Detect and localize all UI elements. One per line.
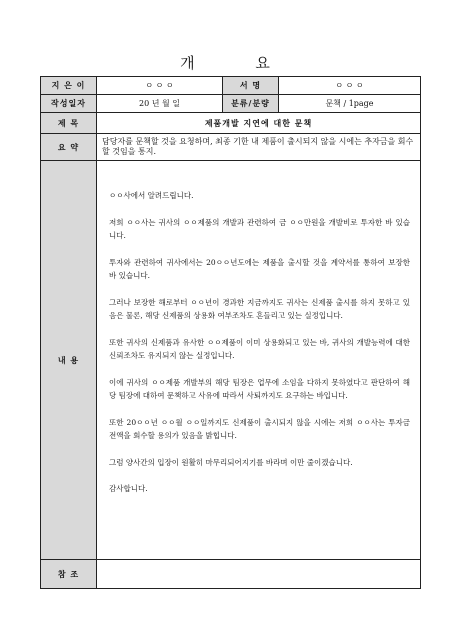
- reference-label: 참 조: [41, 560, 97, 589]
- row-content: [41, 161, 421, 560]
- reference-value[interactable]: [97, 560, 421, 589]
- subject-value[interactable]: 제품개발 지연에 대한 문책: [97, 113, 421, 134]
- row-summary: [41, 134, 421, 161]
- content-paragraph: 또한 귀사의 신제품과 유사한 ㅇㅇ제품이 이미 상용화되고 있는 바, 귀사의 개발능력에 대한 신뢰조차도 유지되지 않는 실정입니다.: [109, 337, 410, 360]
- signature-label: 서 명: [223, 77, 279, 95]
- content-paragraph: 감사합니다.: [109, 484, 148, 493]
- content-label: 내 용: [41, 161, 97, 560]
- content-paragraph: ㅇㅇ사에서 알려드립니다.: [109, 191, 194, 200]
- row-date: [41, 95, 421, 113]
- summary-value[interactable]: 담당자를 문책할 것을 요청하며, 최종 기한 내 제품이 출시되지 않을 시에는 추자금을 회수할 것임을 통지.: [97, 134, 421, 161]
- category-label: 분류/분량: [223, 95, 279, 113]
- document-title: 개 요: [180, 54, 298, 72]
- row-author: [41, 77, 421, 95]
- row-reference: [41, 560, 421, 589]
- subject-label: 제 목: [41, 113, 97, 134]
- content-paragraph: 저희 ㅇㅇ사는 귀사의 ㅇㅇ제품의 개발과 관련하여 금 ㅇㅇ만원을 개발비로 투자한 바 있습니다.: [109, 217, 410, 240]
- signature-value[interactable]: ㅇ ㅇ ㅇ: [279, 77, 421, 95]
- content-paragraph: 그럼 양사간의 입장이 원활히 마무리되어지기를 바라며 이만 줄이겠습니다.: [109, 457, 353, 467]
- category-value[interactable]: 문책 / 1page: [279, 95, 421, 113]
- summary-label: 요 약: [41, 134, 97, 161]
- applicant-label: 지 은 이: [41, 77, 97, 95]
- content-paragraph: 또한 20ㅇㅇ년 ㅇㅇ월 ㅇㅇ일까지도 신제품이 출시되지 않을 시에는 저희 ㅇㅇ사는 투자금 전액을 회수할 용의가 있음을 밝힙니다.: [109, 417, 410, 440]
- applicant-value[interactable]: ㅇ ㅇ ㅇ: [97, 77, 223, 95]
- row-subject: [41, 113, 421, 134]
- date-label: 작성일자: [41, 95, 97, 113]
- content-paragraph: 이에 귀사의 ㅇㅇ제품 개발부의 해당 팀장은 업무에 소임을 다하지 못하였다고 판단하여 해당 팀장에 대하여 문책하고 사유에 따라서 사퇴까지도 요구하는 바입니다.: [109, 377, 410, 400]
- overview-form-table: [40, 76, 421, 589]
- content-paragraph: 그러나 보장한 해로부터 ㅇㅇ년이 경과한 지금까지도 귀사는 신제품 출시를 하지 못하고 있음은 물론, 해당 신제품의 상용화 여부조차도 흔들리고 있는 실정입니다.: [109, 297, 410, 320]
- content-body[interactable]: [97, 161, 421, 560]
- date-value[interactable]: 20 년 월 일: [97, 95, 223, 113]
- content-paragraph: 투자와 관련하여 귀사에서는 20ㅇㅇ년도에는 제품을 출시할 것을 계약서를 통하여 보장한 바 있습니다.: [109, 257, 410, 280]
